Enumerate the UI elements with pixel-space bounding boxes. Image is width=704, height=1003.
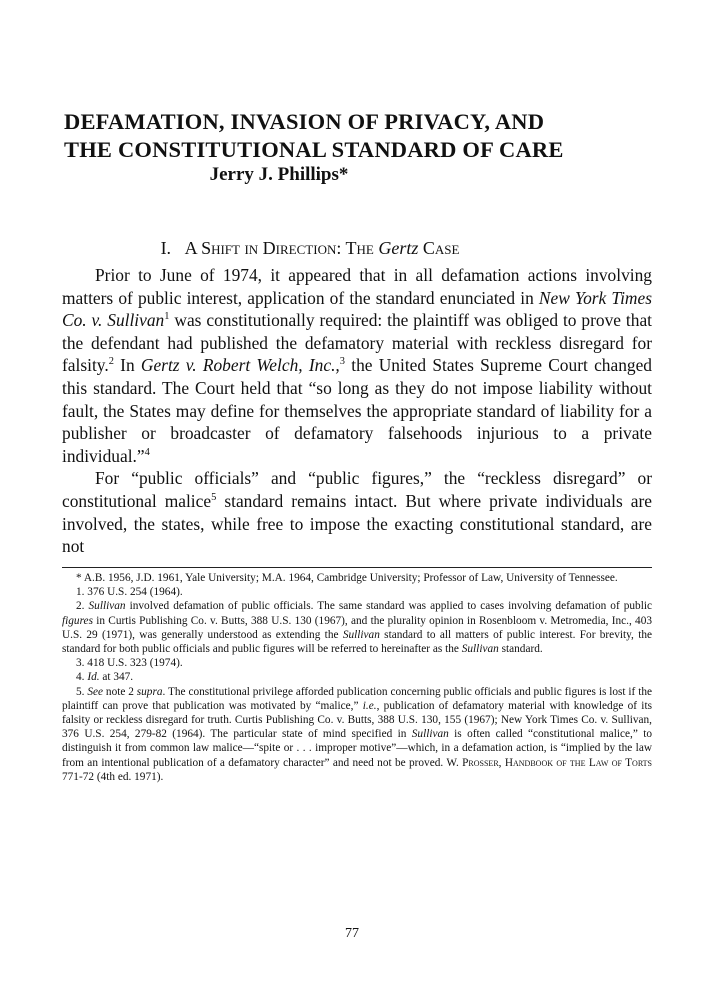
- footnote-ref-5: 5: [211, 492, 217, 504]
- section-heading-prefix: A Shift in Direction: The: [184, 238, 374, 258]
- footnote-ref-3: 3: [339, 356, 345, 368]
- paragraph-1: [62, 264, 652, 467]
- footnote-divider: [62, 567, 652, 568]
- footnote-5: [62, 685, 652, 784]
- p1-text-a: Prior to June of 1974, it appeared that in all defamation actions involving matters of public interest, application of the standard enunciated in: [62, 265, 652, 308]
- p2-text-b: standard remains intact. But where private individuals are involved, the states, while free to impose the exacting constitutional standard, are not: [62, 490, 652, 557]
- fn2-italic-4: Sullivan: [461, 643, 499, 656]
- footnote-star: * A.B. 1956, J.D. 1961, Yale University; M.A. 1964, Cambridge University; Professor of Law, University of Tennessee.: [76, 572, 618, 584]
- title-line-2: THE CONSTITUTIONAL STANDARD OF CARE: [64, 137, 564, 162]
- fn5-book-title: Prosser, Handbook of the Law of Torts: [462, 756, 653, 769]
- fn2-italic-3: Sullivan: [342, 628, 380, 641]
- footnote-1: 1. 376 U.S. 254 (1964).: [76, 586, 183, 599]
- section-numeral: I.: [160, 238, 172, 258]
- fn2-italic-2: figures: [62, 614, 93, 627]
- footnote-ref-1: 1: [164, 311, 170, 323]
- fn5-text-e: 771-72 (4th ed. 1971).: [62, 770, 164, 783]
- p1-text-c: In: [113, 355, 141, 376]
- body-text: [62, 264, 652, 558]
- section-heading-case: Gertz: [378, 238, 419, 258]
- fn5-text-a: note 2: [103, 685, 137, 698]
- case-name-gertz: Gertz v. Robert Welch, Inc.,: [140, 355, 340, 376]
- fn2-number: 2.: [76, 600, 85, 613]
- p1-text-b: was constitutionally required: the plaintiff was obliged to prove that the defendant had published the defamatory material with reckless disregard for falsity.: [62, 310, 652, 376]
- p1-text-d: the United States Supreme Court changed this standard. The Court held that “so long as they do not impose liability without fault, the States may define for themselves the appropriate standard of liability for a publisher or broadcaster of defamatory falsehoods injurious to a private individual.”: [62, 355, 653, 466]
- page-number: 77: [345, 926, 359, 941]
- title-line-1: DEFAMATION, INVASION OF PRIVACY, AND: [64, 109, 545, 134]
- fn4-italic: Id.: [87, 671, 100, 684]
- fn4-number: 4.: [76, 671, 85, 684]
- footnote-ref-4: 4: [144, 446, 150, 458]
- fn2-text-a: involved defamation of public officials. The same standard was applied to cases involving defamation of public: [125, 600, 652, 613]
- fn5-number: 5.: [76, 685, 85, 698]
- fn2-text-b: in Curtis Publishing Co. v. Butts, 388 U.S. 130 (1967), and the plurality opinion in Rosenbloom v. Metromedia, Inc., 403 U.S. 29 (1971), was generally understood as extending the: [62, 614, 652, 641]
- fn4-text: at 347.: [99, 671, 134, 684]
- footnotes: [62, 571, 652, 784]
- footnote-3: 3. 418 U.S. 323 (1974).: [76, 657, 183, 670]
- author-byline: Jerry J. Phillips*: [209, 164, 349, 185]
- footnote-ref-2: 2: [108, 356, 114, 368]
- section-heading: [0, 238, 620, 259]
- section-heading-suffix: Case: [422, 238, 460, 258]
- footnote-2: [62, 599, 652, 656]
- fn5-text-d: is often called “constitutional malice,” to distinguish it from common law malice—“spite or . . . improper motive”—which, in a defamation action, is “implied by the law from an intentional publication of a defamatory character” and need not be proved. W.: [62, 728, 652, 769]
- article-title: [64, 108, 654, 164]
- fn5-italic-2: supra: [136, 685, 163, 698]
- fn5-text-b: . The constitutional privilege afforded publication concerning public officials and public figures is lost if the plaintiff can prove that publication was motivated by “malice,”: [62, 685, 652, 712]
- fn5-italic-4: Sullivan: [411, 728, 449, 741]
- fn5-italic-3: i.e.: [362, 699, 377, 712]
- case-name-sullivan: New York Times Co. v. Sullivan: [62, 287, 652, 331]
- paragraph-2: [62, 467, 652, 557]
- p2-text-a: For “public officials” and “public figures,” the “reckless disregard” or constitutional malice: [62, 468, 652, 511]
- fn2-text-c: standard to all matters of public interest. For brevity, the standard for both public officials and public figures will be referred to hereinafter as the: [62, 628, 652, 656]
- footnote-4: [62, 670, 652, 684]
- fn5-text-c: , publication of defamatory material with knowledge of its falsity or reckless disregard for truth. Curtis Publishing Co. v. Butts, 388 U.S. 130, 155 (1967); New York Times Co. v. Sullivan, 376 U.S. 254, 279-82 (1964). The particular state of mind specified in: [62, 699, 652, 741]
- fn2-italic-1: Sullivan: [88, 600, 126, 613]
- fn2-text-d: standard.: [498, 643, 543, 656]
- fn5-italic-1: See: [87, 685, 104, 698]
